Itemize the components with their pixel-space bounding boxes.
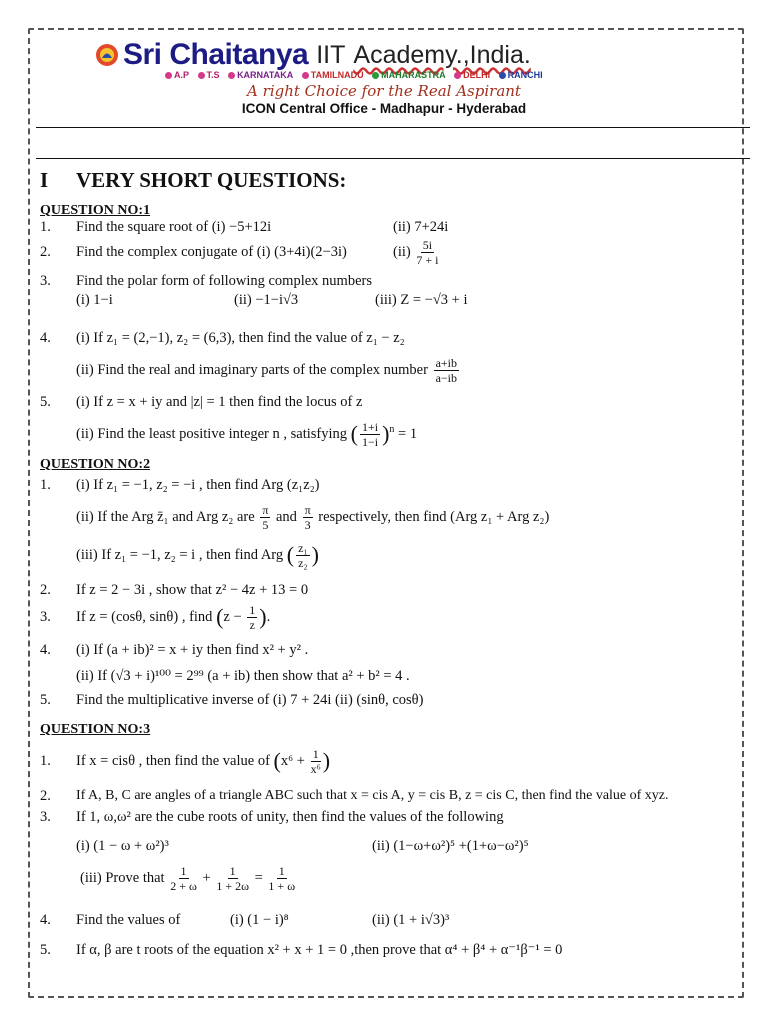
question-text: (i) If (a + ib)² = x + iy then find x² + y² . [76, 642, 309, 658]
flower-icon [372, 72, 379, 79]
item-number: 1. [40, 219, 51, 235]
section-title: I VERY SHORT QUESTIONS: [40, 168, 347, 192]
question-text: (ii) 7+24i [393, 219, 449, 235]
question-text: (i) (1 − ω + ω²)³ [76, 838, 169, 854]
question-text: (ii) Find the real and imaginary parts of the complex number $\frac{a+ib}{a-ib}$ [76, 356, 457, 385]
flower-icon [198, 72, 205, 79]
question-text: (i) If z = x + iy and |z| = 1 then find the locus of z [76, 394, 363, 410]
fraction: $\frac{\pi}{3}$ [304, 503, 311, 532]
question-heading: QUESTION NO:3 [40, 722, 151, 737]
fraction: $\frac{1}{2 + \omega}$ [170, 864, 197, 893]
header-divider-2 [36, 158, 750, 159]
item-number: 4. [40, 642, 51, 658]
header-divider-1 [36, 127, 750, 128]
question-text: Find the square root of (i) −5+12i [76, 219, 272, 235]
item-number: 2. [40, 788, 51, 804]
question-text: Find the polar form of following complex numbers [76, 273, 372, 289]
item-number: 3. [40, 809, 51, 825]
brand-academy: Academy.,India. [353, 41, 531, 69]
fraction: $\frac{1}{1 + \omega}$ [268, 864, 296, 893]
question-text: (i) If z₁ = (2,−1), z₂ = (6,3), then find the value of z₁ − z₂ [76, 330, 405, 346]
fraction: $\frac{1+i}{1-i}$ [361, 420, 379, 449]
states-list [165, 70, 549, 80]
flower-icon [228, 72, 235, 79]
question-text: (i) 1−i [76, 292, 113, 308]
tagline: A right Choice for the Real Aspirant [247, 82, 521, 100]
item-number: 5. [40, 692, 51, 708]
question-text: If z = (cosθ, sinθ) , find (z − $\frac{1}{z}$ ). [76, 603, 271, 632]
question-text: If z = 2 − 3i , show that z² − 4z + 13 = 0 [76, 582, 309, 598]
question-text: (iii) If z₁ = −1, z₂ = i , then find Arg ( $\frac{\text{z₁}}{\text{z₂}}$ ) [76, 541, 319, 570]
question-heading: QUESTION NO:1 [40, 203, 151, 218]
item-number: 3. [40, 273, 51, 289]
item-number: 2. [40, 244, 51, 260]
flower-icon [499, 72, 506, 79]
item-number: 4. [40, 330, 51, 346]
question-heading: QUESTION NO:2 [40, 457, 151, 472]
question-text: (ii) (1−ω+ω²)⁵ +(1+ω−ω²)⁵ [372, 838, 529, 854]
fraction: $\frac{1}{\text{x⁶}}$ [310, 747, 321, 776]
fraction: $\frac{1}{1 + 2\omega}$ [216, 864, 249, 893]
flower-icon [165, 72, 172, 79]
item-number: 3. [40, 609, 51, 625]
fraction: $\frac{\pi}{5}$ [262, 503, 269, 532]
question-text: (ii) Find the least positive integer n , satisfying ( $\frac{1+i}{1-i}$ )$^n$ = 1 [76, 420, 418, 449]
item-number: 4. [40, 912, 51, 928]
fraction: $\frac{1}{z}$ [249, 603, 256, 632]
question-text: (i) (1 − i)⁸ [230, 912, 289, 928]
state-item: KARNATAKA [228, 70, 293, 80]
state-item: DELHI [454, 70, 490, 80]
question-text: (ii) If the Arg z̄₁ and Arg z₂ are $\frac{\pi}{5}$ and $\frac{\pi}{3}$ respectively, then find (Arg z₁ + Arg z₂) [76, 503, 550, 532]
question-text: Find the values of [76, 912, 181, 928]
question-text: (ii) If (√3 + i)¹⁰⁰ = 2⁹⁹ (a + ib) then show that a² + b² = 4 . [76, 668, 410, 684]
question-text: (ii) (1 + i√3)³ [372, 912, 450, 928]
question-text: (iii) Z = −√3 + i [375, 292, 468, 308]
fraction: $\frac{\text{z₁}}{\text{z₂}}$ [298, 541, 308, 570]
office-address: ICON Central Office - Madhapur - Hyderabad [241, 101, 527, 116]
fraction: $\frac{5i}{7 + i}$ [416, 238, 439, 267]
question-text: Find the multiplicative inverse of (i) 7 + 24i (ii) (sinθ, cosθ) [76, 692, 424, 708]
brand-name: Sri Chaitanya [123, 38, 309, 71]
question-text: If x = cisθ , then find the value of (x⁶ + $\frac{1}{\text{x⁶}}$ ) [76, 747, 331, 776]
lamp-emblem-icon [95, 43, 119, 67]
question-text: (ii) $\frac{5i}{7 + i}$ [393, 238, 439, 267]
flower-icon [302, 72, 309, 79]
question-text: (iii) Prove that $\frac{1}{2 + \omega}$ + $\frac{1}{1 + 2\omega}$ = $\frac{1}{1 + \omega}$ [80, 864, 296, 893]
state-item: TAMILNADU [302, 70, 364, 80]
flower-icon [454, 72, 461, 79]
question-text: If 1, ω,ω² are the cube roots of unity, then find the values of the following [76, 809, 504, 825]
state-item: T.S [198, 70, 220, 80]
question-text: If α, β are t roots of the equation x² + x + 1 = 0 ,then prove that α⁴ + β⁴ + α⁻¹β⁻¹ = 0 [76, 942, 563, 958]
question-text: (i) If z₁ = −1, z₂ = −i , then find Arg (z₁z₂) [76, 477, 320, 493]
state-item: RANCHI [499, 70, 543, 80]
question-text: (ii) −1−i√3 [234, 292, 299, 308]
item-number: 1. [40, 753, 51, 769]
fraction: $\frac{a+ib}{a-ib}$ [435, 356, 457, 385]
item-number: 5. [40, 394, 51, 410]
item-number: 2. [40, 582, 51, 598]
state-item: MAHARASTRA [372, 70, 446, 80]
header-logo-row [95, 33, 531, 73]
question-text: If A, B, C are angles of a triangle ABC such that x = cis A, y = cis B, z = cis C, then find the value of xyz. [76, 788, 669, 803]
question-text: Find the complex conjugate of (i) (3+4i)(2−3i) [76, 244, 347, 260]
item-number: 1. [40, 477, 51, 493]
item-number: 5. [40, 942, 51, 958]
brand-iit: IIT [316, 41, 346, 69]
state-item: A.P [165, 70, 189, 80]
